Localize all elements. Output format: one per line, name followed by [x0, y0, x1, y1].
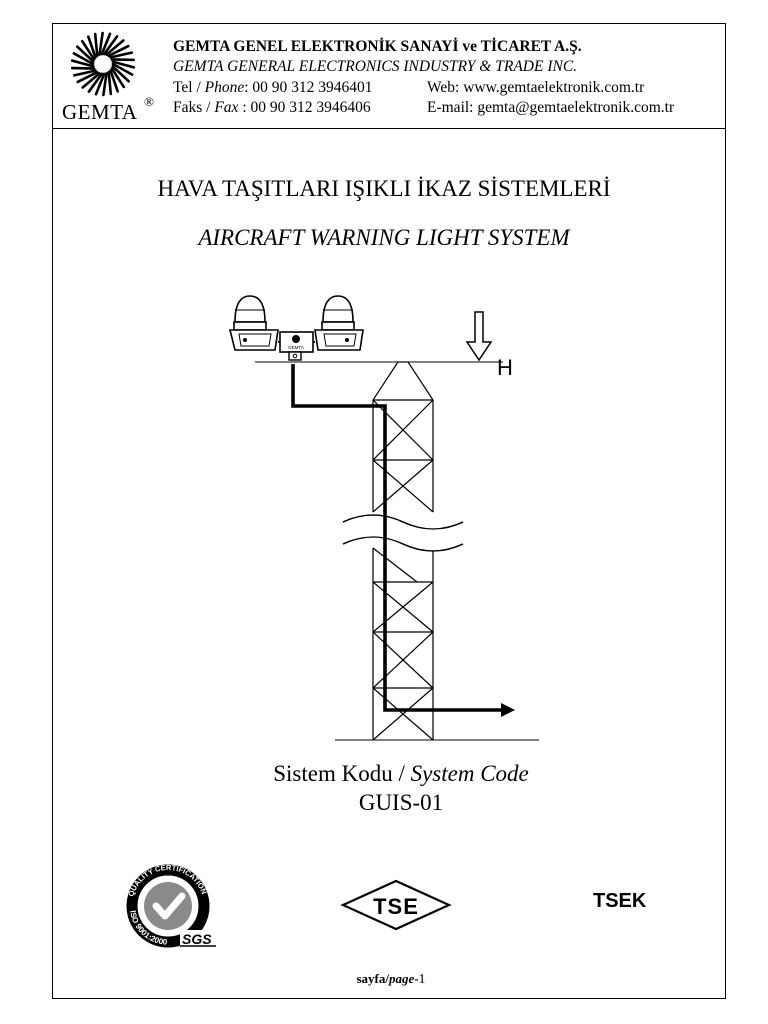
email: E-mail: gemta@gemtaelektronik.com.tr: [427, 99, 675, 116]
junction-box-label: GEMTA: [288, 345, 304, 350]
company-name-en: GEMTA GENERAL ELECTRONICS INDUSTRY & TRADE INC.: [173, 58, 578, 75]
warning-light-left: [230, 296, 278, 350]
website: Web: www.gemtaelektronik.com.tr: [427, 79, 645, 96]
phone-line: Tel / Phone: 00 90 312 3946401 Web: www.gemtaelektronik.com.tr: [173, 79, 645, 96]
iso-standard-text: ISO 9001:2000: [128, 909, 168, 947]
fax-line: Faks / Fax : 00 90 312 3946406 E-mail: gemta@gemtaelektronik.com.tr: [173, 99, 675, 116]
system-code-value: GUIS-01: [358, 790, 444, 815]
tower-diagram: [225, 290, 545, 750]
warning-light-right: [315, 296, 363, 350]
tse-text: TSE: [373, 894, 419, 919]
iso-ring-text: QUALITY CERTIFICATION: [126, 862, 209, 898]
sgs-brand: SGS: [182, 931, 212, 947]
company-logo: [60, 28, 162, 124]
height-label: H: [497, 355, 513, 380]
document-title-tr: HAVA TAŞITLARI IŞIKLI İKAZ SİSTEMLERİ: [157, 176, 611, 201]
page-number: sayfa/page-1: [356, 971, 426, 987]
tsek-logo: TSEK: [593, 890, 647, 912]
system-code-label: Sistem Kodu / System Code: [273, 761, 529, 786]
cable-arrow-icon: [501, 703, 515, 717]
sunburst-icon: [68, 30, 138, 98]
document-title-en: AIRCRAFT WARNING LIGHT SYSTEM: [198, 225, 570, 250]
iso-certification-logo: [120, 858, 220, 950]
registered-mark: ®: [144, 94, 154, 109]
logo-text: GEMTA: [62, 100, 138, 124]
header-divider: [52, 128, 726, 129]
junction-box: [280, 332, 313, 360]
height-arrow-icon: [467, 312, 491, 360]
tse-logo: [340, 878, 452, 932]
company-name-tr: GEMTA GENEL ELEKTRONİK SANAYİ ve TİCARET A.Ş.: [173, 38, 582, 55]
